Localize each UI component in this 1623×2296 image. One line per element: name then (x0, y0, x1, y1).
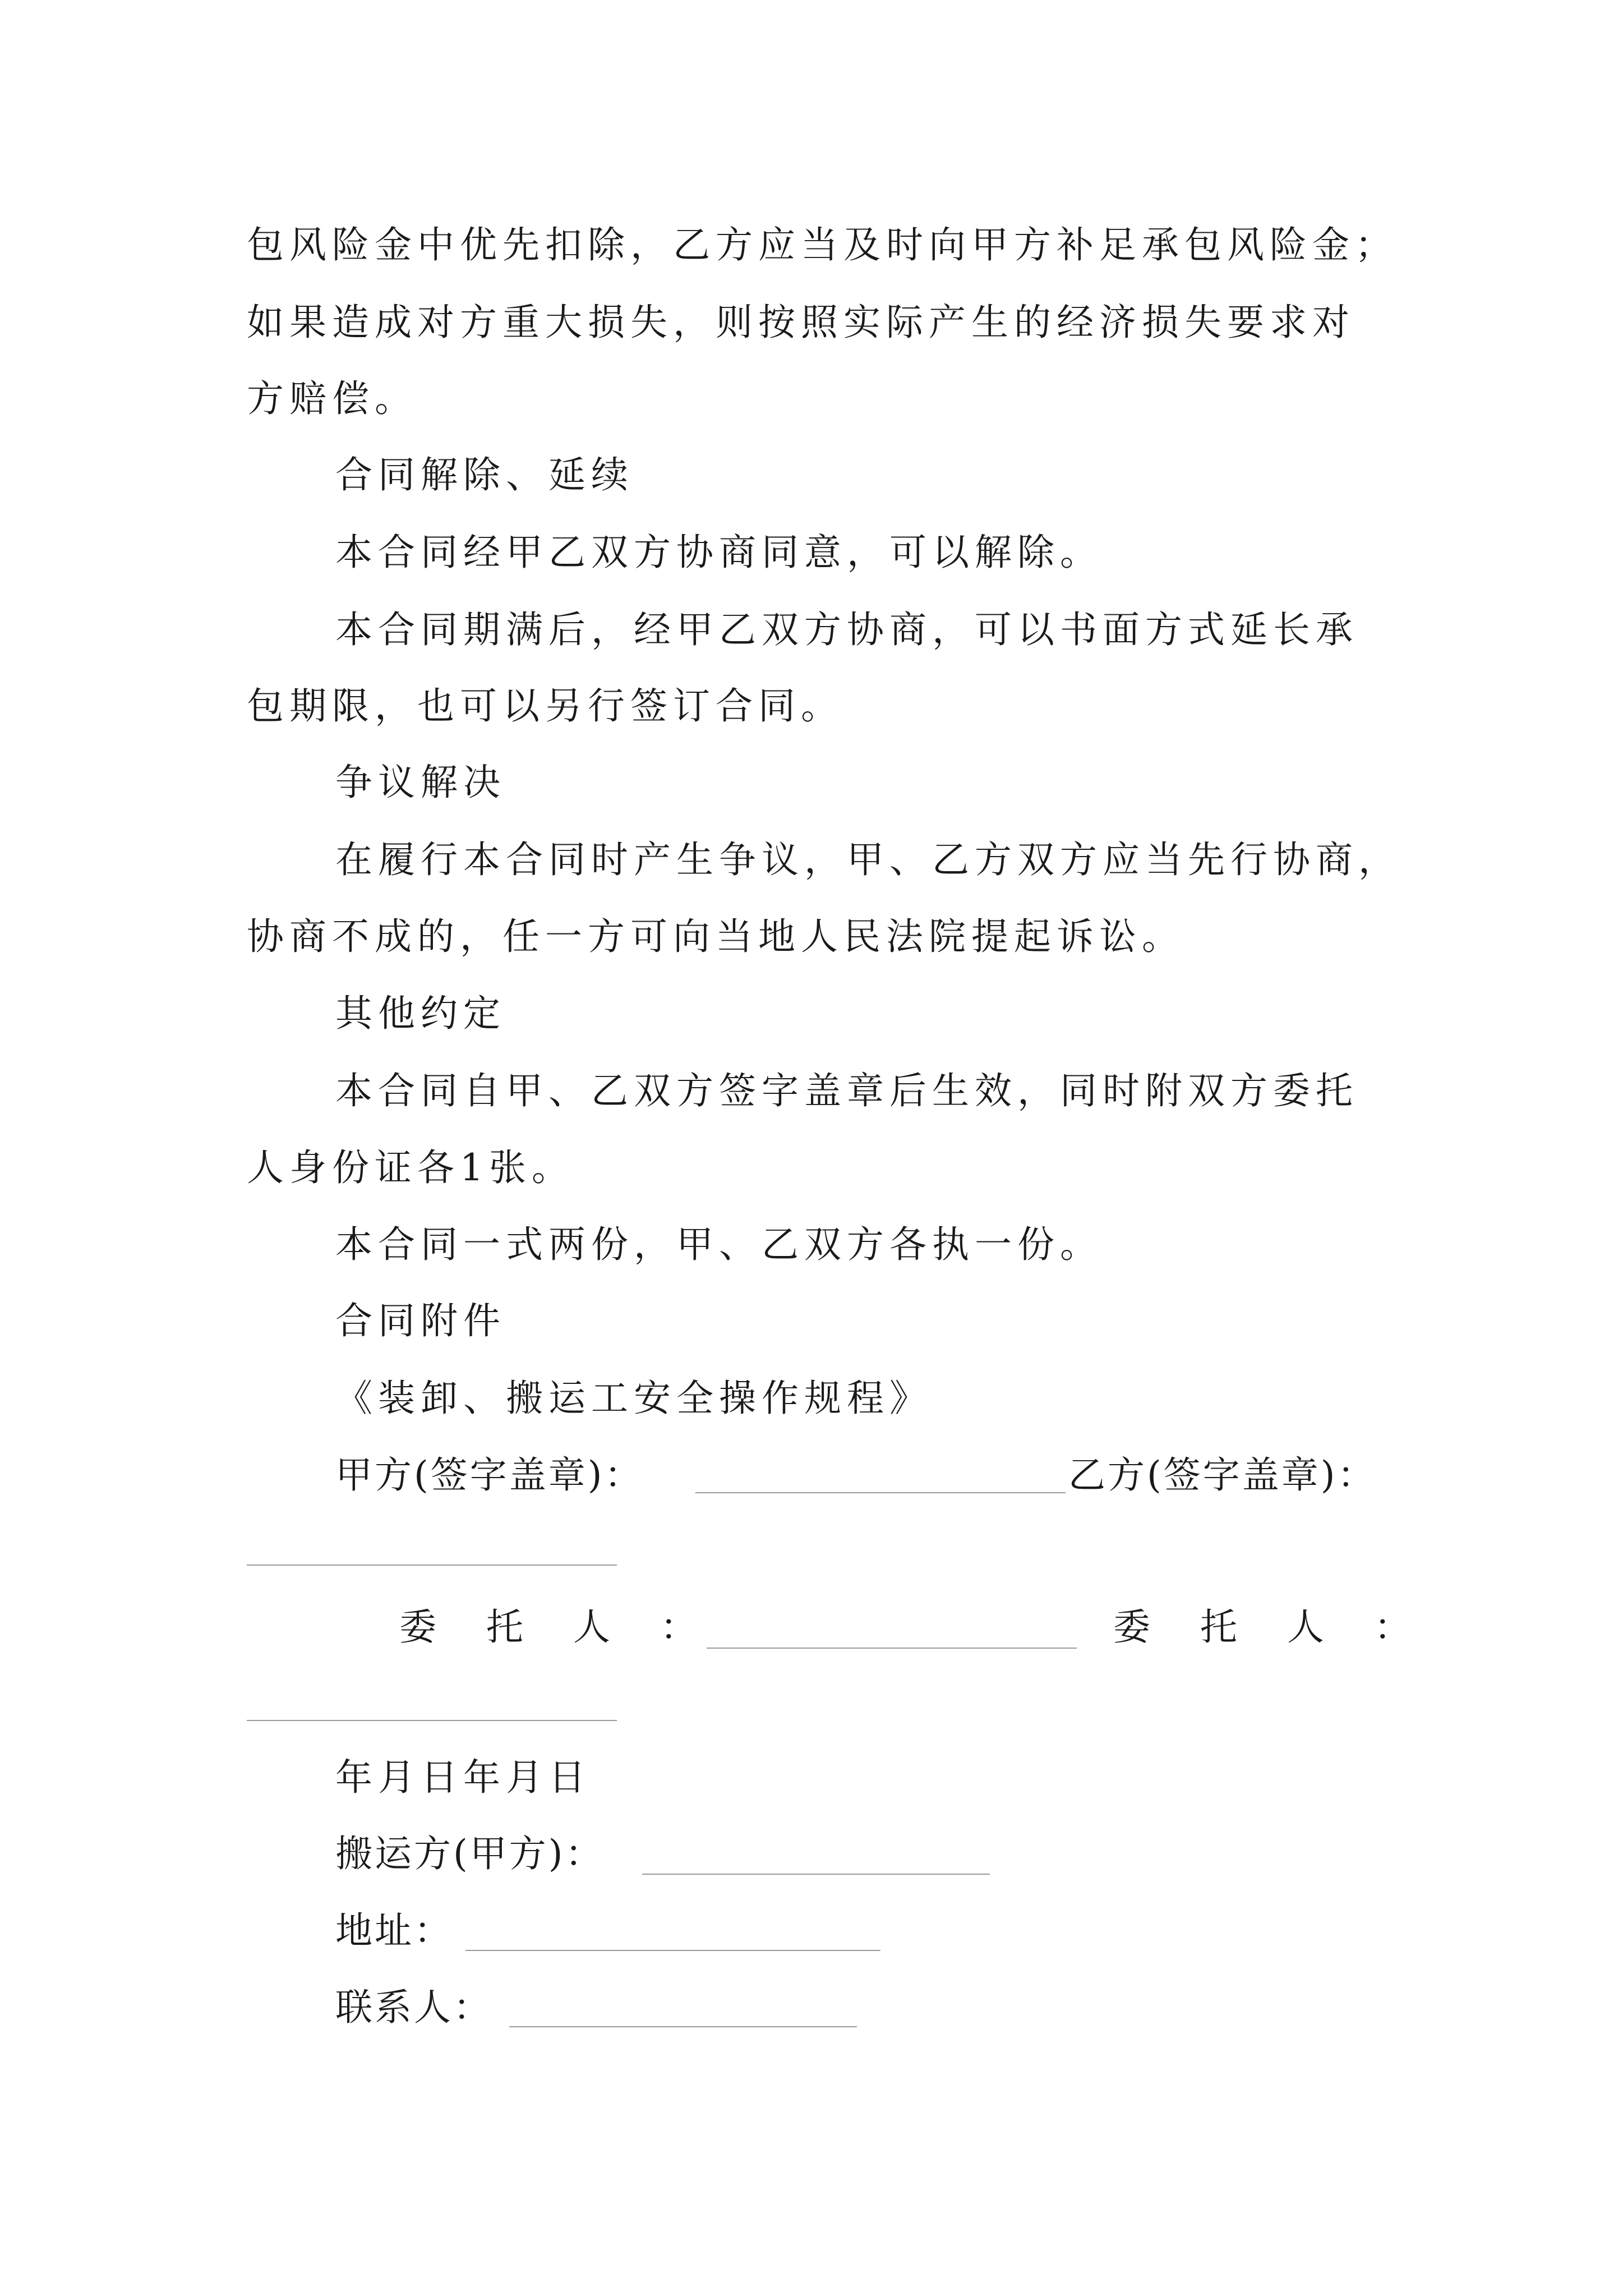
paragraph-line: 《装卸、搬运工安全操作规程》 (335, 1377, 932, 1420)
paragraph-line: 本合同期满后，经甲乙双方协商，可以书面方式延长承 (335, 608, 1358, 651)
party-b-signature-line (247, 1565, 617, 1566)
address-label: 地址： (335, 1909, 453, 1952)
address-line (465, 1950, 880, 1951)
agent-b-label: 委 托 人 ： (1113, 1605, 1430, 1649)
paragraph-line: 人身份证各1张。 (247, 1146, 574, 1189)
party-a-signature-label: 甲方(签字盖章)： (335, 1453, 644, 1497)
paragraph-line: 如果造成对方重大损失，则按照实际产生的经济损失要求对 (247, 301, 1355, 344)
agent-b-signature-line (247, 1720, 617, 1721)
section-heading: 合同附件 (335, 1299, 506, 1342)
paragraph-line: 本合同一式两份，甲、乙双方各执一份。 (335, 1223, 1103, 1266)
contact-label: 联系人： (335, 1986, 492, 2029)
section-heading: 争议解决 (335, 761, 506, 804)
paragraph-line: 方赔偿。 (247, 377, 417, 420)
paragraph-line: 协商不成的，任一方可向当地人民法院提起诉讼。 (247, 915, 1184, 958)
agent-a-label: 委 托 人 ： (399, 1605, 716, 1649)
section-heading: 合同解除、延续 (335, 453, 634, 496)
paragraph-line: 在履行本合同时产生争议，甲、乙方双方应当先行协商， (335, 838, 1401, 881)
section-heading: 其他约定 (335, 992, 506, 1035)
paragraph-line: 包风险金中优先扣除，乙方应当及时向甲方补足承包风险金； (247, 223, 1398, 266)
agent-a-signature-line (707, 1648, 1077, 1649)
paragraph-line: 包期限，也可以另行签订合同。 (247, 684, 843, 728)
paragraph-line: 本合同经甲乙双方协商同意，可以解除。 (335, 531, 1103, 574)
party-a-signature-line (695, 1492, 1066, 1493)
carrier-name-line (642, 1874, 990, 1875)
carrier-name-label: 搬运方(甲方)： (335, 1832, 605, 1875)
signature-date: 年月日年月日 (335, 1756, 591, 1799)
party-b-signature-label: 乙方(签字盖章)： (1068, 1453, 1377, 1497)
paragraph-line: 本合同自甲、乙双方签字盖章后生效，同时附双方委托 (335, 1069, 1358, 1112)
contact-line (509, 2026, 857, 2027)
